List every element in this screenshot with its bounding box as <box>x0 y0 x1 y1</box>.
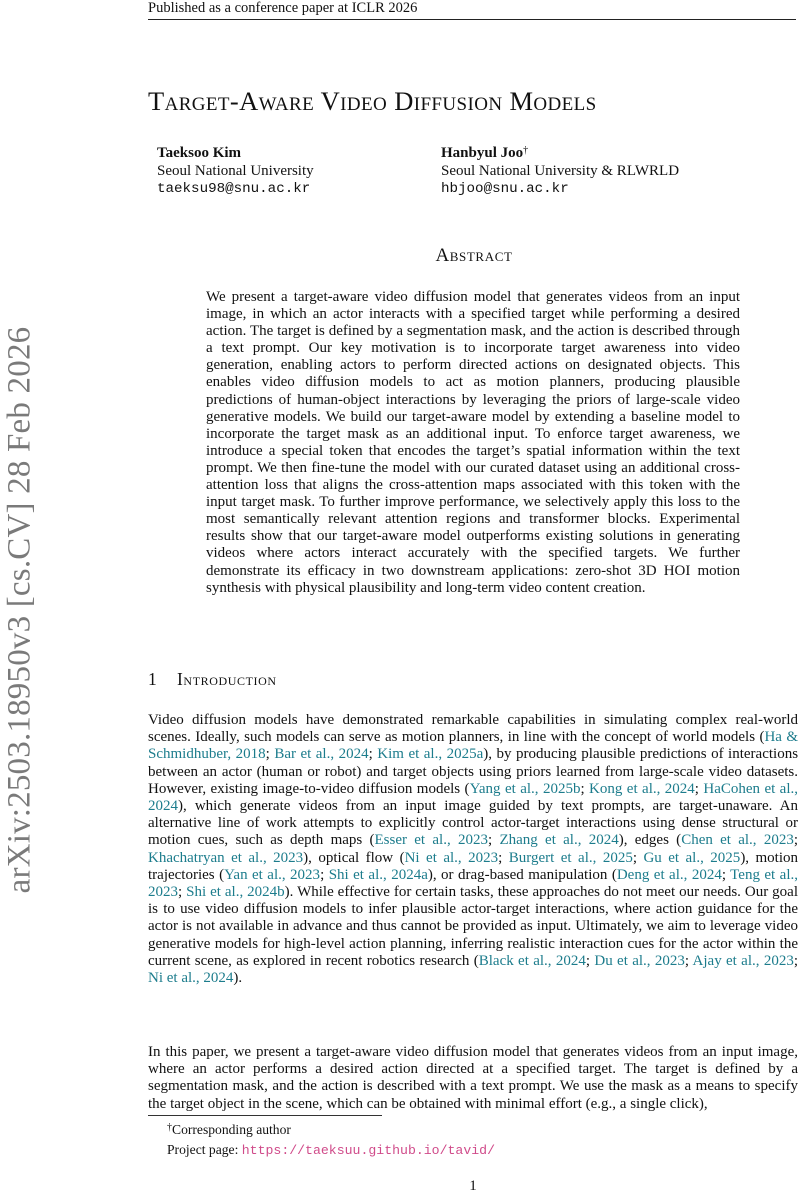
author-affiliation: Seoul National University <box>157 163 314 179</box>
abstract-text: We present a target-aware video diffusion model that generates videos from an input image, in which an actor interacts with a specified target while performing a desired action. The target is defined by a segmentation mask, and the action is described through a text prompt. Our key motivation is to incorporate target awareness into video generation, enabling actors to perform directed actions on designated objects. This enables video diffusion models to act as motion planners, producing plausible predictions of human-object interactions by leveraging the priors of large-scale video generative models. We build our target-aware model by extending a baseline model to incorporate the target mask as an additional input. To enforce target awareness, we introduce a special token that encodes the target’s spatial information within the text prompt. We then fine-tune the model with our curated dataset using an additional cross-attention loss that aligns the cross-attention maps associated with this token with the input target mask. To further improve performance, we selectively apply this loss to the most semantically relevant attention regions and transformer blocks. Experimental results show that our target-aware model outperforms existing solutions in generating videos where actors interact accurately with the specified targets. We further demonstrate its efficacy in two downstream applications: zero-shot 3D HOI motion synthesis with physical plausibility and long-term video content creation. <box>206 289 740 596</box>
paragraph-text: ; <box>684 952 693 969</box>
author-block <box>157 144 407 198</box>
author-email: hbjoo@snu.ac.kr <box>441 181 569 197</box>
citation-link[interactable]: Ha & Schmidhuber, 2018 <box>148 729 798 763</box>
paragraph-text: ; <box>793 952 798 969</box>
citation-link[interactable]: Kong et al., 2024 <box>589 780 695 797</box>
arxiv-sidebar <box>0 150 40 1070</box>
citation-link[interactable]: Du et al., 2023 <box>594 952 685 969</box>
citation-link[interactable]: Khachatryan et al., 2023 <box>148 849 304 866</box>
paper-title: Target-Aware Video Diffusion Models <box>148 86 597 116</box>
citation-link[interactable]: Zhang et al., 2024 <box>499 832 619 849</box>
section-title: Introduction <box>177 669 277 689</box>
footnote-label: Project page: <box>167 1142 242 1157</box>
citation-link[interactable]: Yang et al., 2025b <box>469 780 581 797</box>
abstract-heading: Abstract <box>435 245 513 266</box>
author-email: taeksu98@snu.ac.kr <box>157 181 311 197</box>
paragraph-text: ; <box>694 780 704 797</box>
paragraph-text: ), optical flow ( <box>303 849 405 866</box>
citation-link[interactable]: Yan et al., 2023 <box>224 866 321 883</box>
dagger-mark: † <box>523 145 529 156</box>
section-number: 1 <box>148 669 157 689</box>
paragraph-text: ), or drag-based manipulation ( <box>427 866 617 883</box>
intro-paragraph-2: In this paper, we present a target-aware video diffusion model that generates videos from an input image, where an actor performs a desired action directed at a specified target. The target is defined by a segmentation mask, and the action is described with a text prompt. We use the mask as a means to specify the target object in the scene, which can be obtained with minimal effort (e.g., a single click), <box>148 1044 798 1112</box>
citation-link[interactable]: Esser et al., 2023 <box>374 832 488 849</box>
paragraph-text: ; <box>487 832 500 849</box>
citation-link[interactable]: Black et al., 2024 <box>478 952 586 969</box>
citation-link[interactable]: Deng et al., 2024 <box>616 866 722 883</box>
paragraph-text: ; <box>368 746 378 763</box>
author-name <box>441 144 741 162</box>
paragraph-text: ; <box>265 746 275 763</box>
citation-link[interactable]: Ajay et al., 2023 <box>692 952 794 969</box>
intro-paragraph-1 <box>148 712 798 987</box>
paragraph-text: ; <box>320 866 329 883</box>
paragraph-text: ), motion trajectories ( <box>148 849 798 883</box>
section-heading <box>148 668 648 690</box>
author-name: Taeksoo Kim <box>157 145 242 161</box>
paragraph-text: ), edges ( <box>618 832 682 849</box>
paragraph-text: ; <box>721 866 731 883</box>
citation-link[interactable]: Ni et al., 2023 <box>404 849 499 866</box>
page-number: 1 <box>469 1178 477 1194</box>
footnote-rule <box>148 1115 382 1116</box>
paragraph-text: ), by producing plausible predictions of interactions between an actor (human or robot) and target objects using priors learned from large-scale video datasets. However, existing image-to-video diffusion models ( <box>148 746 798 797</box>
project-link[interactable]: https://taeksuu.github.io/tavid/ <box>241 1143 495 1158</box>
author-name-text: Hanbyul Joo <box>441 145 524 161</box>
citation-link[interactable]: Shi et al., 2024b <box>186 884 285 901</box>
paragraph-text: ; <box>498 849 509 866</box>
citation-link[interactable]: Shi et al., 2024a <box>328 866 428 883</box>
footnote-project <box>167 1142 495 1159</box>
citation-link[interactable]: Chen et al., 2023 <box>681 832 794 849</box>
paragraph-text: ; <box>632 849 644 866</box>
citation-link[interactable]: Kim et al., 2025a <box>377 746 484 763</box>
author-affiliation: Seoul National University & RLWRLD <box>441 163 680 179</box>
dagger-mark: † <box>167 1122 172 1133</box>
footnote-text: Corresponding author <box>172 1122 291 1137</box>
venue-label: Published as a conference paper at ICLR 2026 <box>148 0 418 16</box>
paragraph-text: ). While effective for certain tasks, these approaches do not meet our needs. Our goal is to use video diffusion models to infer plausible actor-target interactions, where action guidance for the actor is not available in advance and thus cannot be provided as input. Ultimately, we aim to leverage video generative models for high-level action planning, inferring realistic interaction cues for the actor within the current scene, as explored in recent robotics research ( <box>148 884 798 969</box>
citation-link[interactable]: Bar et al., 2024 <box>274 746 369 763</box>
arxiv-identifier: arXiv:2503.18950v3 [cs.CV] 28 Feb 2026 <box>1 326 38 894</box>
citation-link[interactable]: Burgert et al., 2025 <box>508 849 633 866</box>
citation-link[interactable]: HaCohen et al., 2024 <box>148 780 798 815</box>
paragraph-text: ; <box>178 884 187 901</box>
paragraph-text: Video diffusion models have demonstrated remarkable capabilities in simulating complex real-world scenes. Ideally, such models can serve as motion planners, in line with the concept of world models ( <box>148 712 798 746</box>
paragraph-text: ; <box>580 780 590 797</box>
paragraph-text: ; <box>793 832 798 849</box>
citation-link[interactable]: Gu et al., 2025 <box>643 849 741 866</box>
footnote-corresponding <box>167 1122 291 1138</box>
paragraph-text: ). <box>233 970 243 987</box>
paragraph-text: ), which generate videos from an input image guided by text prompts, are target-unaware. An alternative line of work attempts to explicitly control actor-target interactions using dense structural or motion cues, such as depth maps ( <box>148 798 798 849</box>
author-block <box>441 144 741 198</box>
running-header <box>148 0 796 20</box>
citation-link[interactable]: Ni et al., 2024 <box>148 970 234 987</box>
paragraph-text: ; <box>585 952 595 969</box>
citation-link[interactable]: Teng et al., 2023 <box>148 866 798 901</box>
